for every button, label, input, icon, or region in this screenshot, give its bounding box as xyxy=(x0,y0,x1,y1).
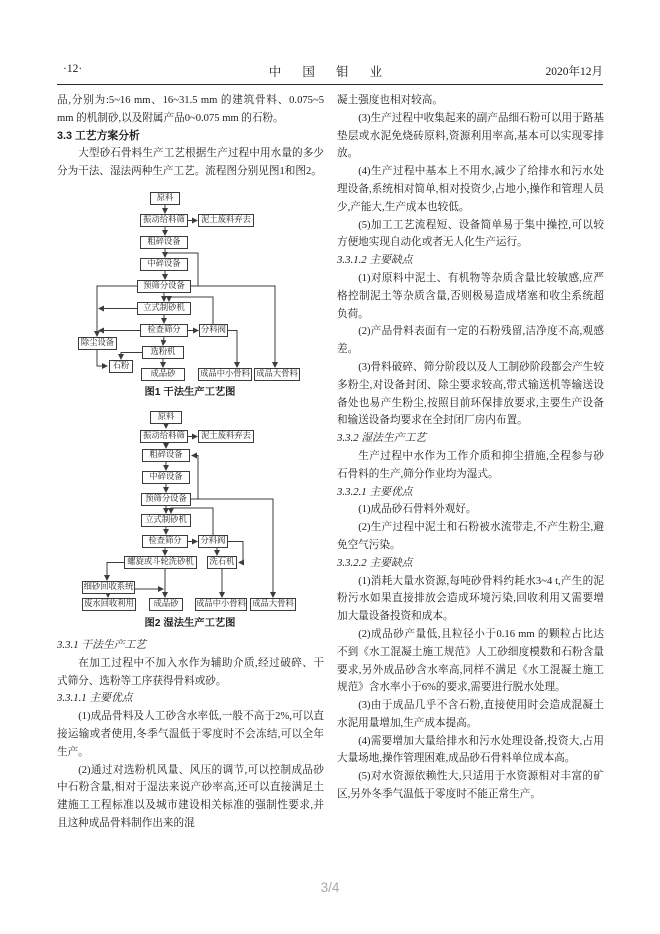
flow-node-divider-valve: 分料阀 xyxy=(198,535,228,548)
paragraph: 生产过程中水作为工作介质和抑尘措施,全程参与砂石骨料的生产,筛分作业均为湿式。 xyxy=(337,450,604,480)
flow-node-finished-large: 成品大骨料 xyxy=(250,598,296,611)
flow-node-prescreen: 预筛分设备 xyxy=(141,493,191,506)
flow-node-vibrating-feeder: 振动给料筛 xyxy=(140,430,188,443)
flow-node-check-screen: 检查筛分 xyxy=(142,535,188,548)
right-column xyxy=(337,92,604,804)
figure1-dry-process-flowchart xyxy=(57,186,323,402)
paragraph: (4)生产过程中基本上不用水,减少了给排水和污水处理设备,系统相对简单,相对投资少,占地小,操作和管理人员少,产能大,生产成本也较低。 xyxy=(337,166,604,213)
pdf-page-indicator: 3/4 xyxy=(320,880,340,895)
paragraph: 在加工过程中不加入水作为辅助介质,经过破碎、干式筛分、选粉等工序获得骨料或砂。 xyxy=(57,657,324,687)
paragraph: (1)成品砂石骨料外观好。 xyxy=(358,504,477,516)
section-heading-3-3-1-2: 3.3.1.2 主要缺点 xyxy=(337,254,413,267)
section-heading-3-3-2-1: 3.3.2.1 主要优点 xyxy=(337,485,413,498)
paragraph: (3)由于成品几乎不含石粉,直接使用时会造成混凝土水泥用量增加,生产成本提高。 xyxy=(337,700,604,729)
paragraph: (2)成品砂产量低,且粒径小于0.16 mm 的颗粒占比达不到《水工混凝土施工规范》人工砂细度模数和石粉含量要求,另外成品砂含水率高,同样不满足《水工混凝土施工规范》含水率小于6%的要求,需要进行脱水处理。 xyxy=(337,628,604,694)
flow-node-stone-washer: 洗石机 xyxy=(207,556,237,569)
flow-node-sand-washer: 螺旋或斗轮洗砂机 xyxy=(124,556,197,569)
flow-node-fine-sand-recovery: 细砂回收系统 xyxy=(82,581,135,594)
flow-node-prescreen: 预筛分设备 xyxy=(137,280,191,293)
flow-node-medium-crusher: 中碎设备 xyxy=(140,258,188,271)
flow-node-sand-maker: 立式制砂机 xyxy=(141,514,191,527)
issue-date: 2020年12月 xyxy=(545,66,603,78)
paragraph: 大型砂石骨料生产工艺根据生产过程中用水量的多少分为干法、湿法两种生产工艺。流程图分别见图1和图2。 xyxy=(57,148,324,178)
paragraph: (2)产品骨料表面有一定的石粉残留,洁净度不高,观感差。 xyxy=(337,326,604,356)
left-column xyxy=(57,92,324,833)
paragraph: (5)加工工艺流程短、设备简单易于集中操控,可以较方便地实现自动化或者无人化生产运行。 xyxy=(337,219,604,249)
paragraph: (5)对水资源依赖性大,只适用于水资源相对丰富的矿区,另外冬季气温低于零度时不能正常生产。 xyxy=(337,771,604,801)
paragraph: (1)消耗大量水资源,每吨砂骨料约耗水3~4 t,产生的泥粉污水如果直接排放会造成环境污染,回收利用又需要增加大量设备投资和成本。 xyxy=(337,575,604,623)
flow-node-raw-material: 原料 xyxy=(150,192,180,205)
flow-node-finished-sand: 成品砂 xyxy=(149,598,183,611)
flow-node-soil-waste: 泥土废料弃去 xyxy=(198,214,254,227)
paragraph: (3)生产过程中收集起来的副产品细石粉可以用于路基垫层或水泥免烧砖原料,资源利用率高,基本可以实现零排放。 xyxy=(337,112,604,160)
paragraph: 品,分别为:5~16 mm、16~31.5 mm 的建筑骨料、0.075~5 mm 的机制砂,以及附属产品0~0.075 mm 的石粉。 xyxy=(57,95,324,124)
flow-node-vibrating-feeder: 振动给料筛 xyxy=(140,214,188,227)
section-heading-3-3-2: 3.3.2 湿法生产工艺 xyxy=(337,432,427,445)
flow-node-coarse-crusher: 粗碎设备 xyxy=(142,449,190,462)
flow-node-finished-sand: 成品砂 xyxy=(141,368,185,381)
figure2-caption: 图2 湿法生产工艺图 xyxy=(144,617,236,629)
flow-node-powder-separator: 选粉机 xyxy=(142,346,184,359)
paragraph: (2)通过对选粉机风量、风压的调节,可以控制成品砂中石粉含量,相对于湿法来说产砂率高,还可以直接满足土建施工工程标准以及城市建设相关标准的强制性要求,并且这种成品骨料制作出来的混 xyxy=(57,764,324,829)
flow-node-medium-crusher: 中碎设备 xyxy=(142,471,190,484)
flow-node-wastewater-reuse: 废水回收利用 xyxy=(82,598,136,611)
page-number: ·12· xyxy=(63,63,83,75)
journal-title: 中 国 钼 业 xyxy=(268,65,392,79)
section-heading-3-3: 3.3 工艺方案分析 xyxy=(57,129,140,142)
paragraph: 凝土强度也相对较高。 xyxy=(337,95,443,106)
flow-node-coarse-crusher: 粗碎设备 xyxy=(140,236,188,249)
header-rule xyxy=(57,84,603,85)
paragraph: (4)需要增加大量给排水和污水处理设备,投资大,占用大量场地,操作管理困难,成品砂石骨料单位成本高。 xyxy=(337,735,604,765)
section-heading-3-3-2-2: 3.3.2.2 主要缺点 xyxy=(337,556,413,569)
paragraph: (2)生产过程中泥土和石粉被水流带走,不产生粉尘,避免空气污染。 xyxy=(337,522,604,551)
flow-node-raw-material: 原料 xyxy=(150,411,182,424)
flow-node-finished-mid-small: 成品中小骨料 xyxy=(198,368,252,381)
paragraph: (1)成品骨料及人工砂含水率低,一般不高于2%,可以直接运输或者使用,冬季气温低于零度时不会冻结,可以全年生产。 xyxy=(57,711,324,758)
paragraph: (3)骨料破碎、筛分阶段以及人工制砂阶段都会产生较多粉尘,对设备封闭、除尘要求较高,带式输送机等输送设备处也易产生粉尘,按照目前环保排放要求,主要生产设备和输送设备均要求在全封闭厂房内布置。 xyxy=(337,361,604,427)
flow-node-finished-large: 成品大骨料 xyxy=(254,368,300,381)
paragraph: (1)对原料中泥土、有机物等杂质含量比较敏感,应严格控制泥土等杂质含量,否则极易造成堵塞和收尘系统超负荷。 xyxy=(337,272,604,320)
flow-node-finished-mid-small: 成品中小骨料 xyxy=(195,598,247,611)
flow-node-sand-maker: 立式制砂机 xyxy=(137,302,191,315)
flow-node-stone-powder: 石粉 xyxy=(109,360,133,373)
section-heading-3-3-1: 3.3.1 干法生产工艺 xyxy=(57,638,147,651)
flow-node-soil-waste: 泥土废料弃去 xyxy=(198,430,254,443)
flow-node-dust-removal: 除尘设备 xyxy=(78,337,117,350)
flow-node-check-screen: 检查筛分 xyxy=(140,324,188,337)
figure1-caption: 图1 干法生产工艺图 xyxy=(144,386,236,398)
figure2-wet-process-flowchart xyxy=(57,407,323,633)
section-heading-3-3-1-1: 3.3.1.1 主要优点 xyxy=(57,692,133,705)
flow-node-divider-valve: 分料阀 xyxy=(199,324,228,337)
